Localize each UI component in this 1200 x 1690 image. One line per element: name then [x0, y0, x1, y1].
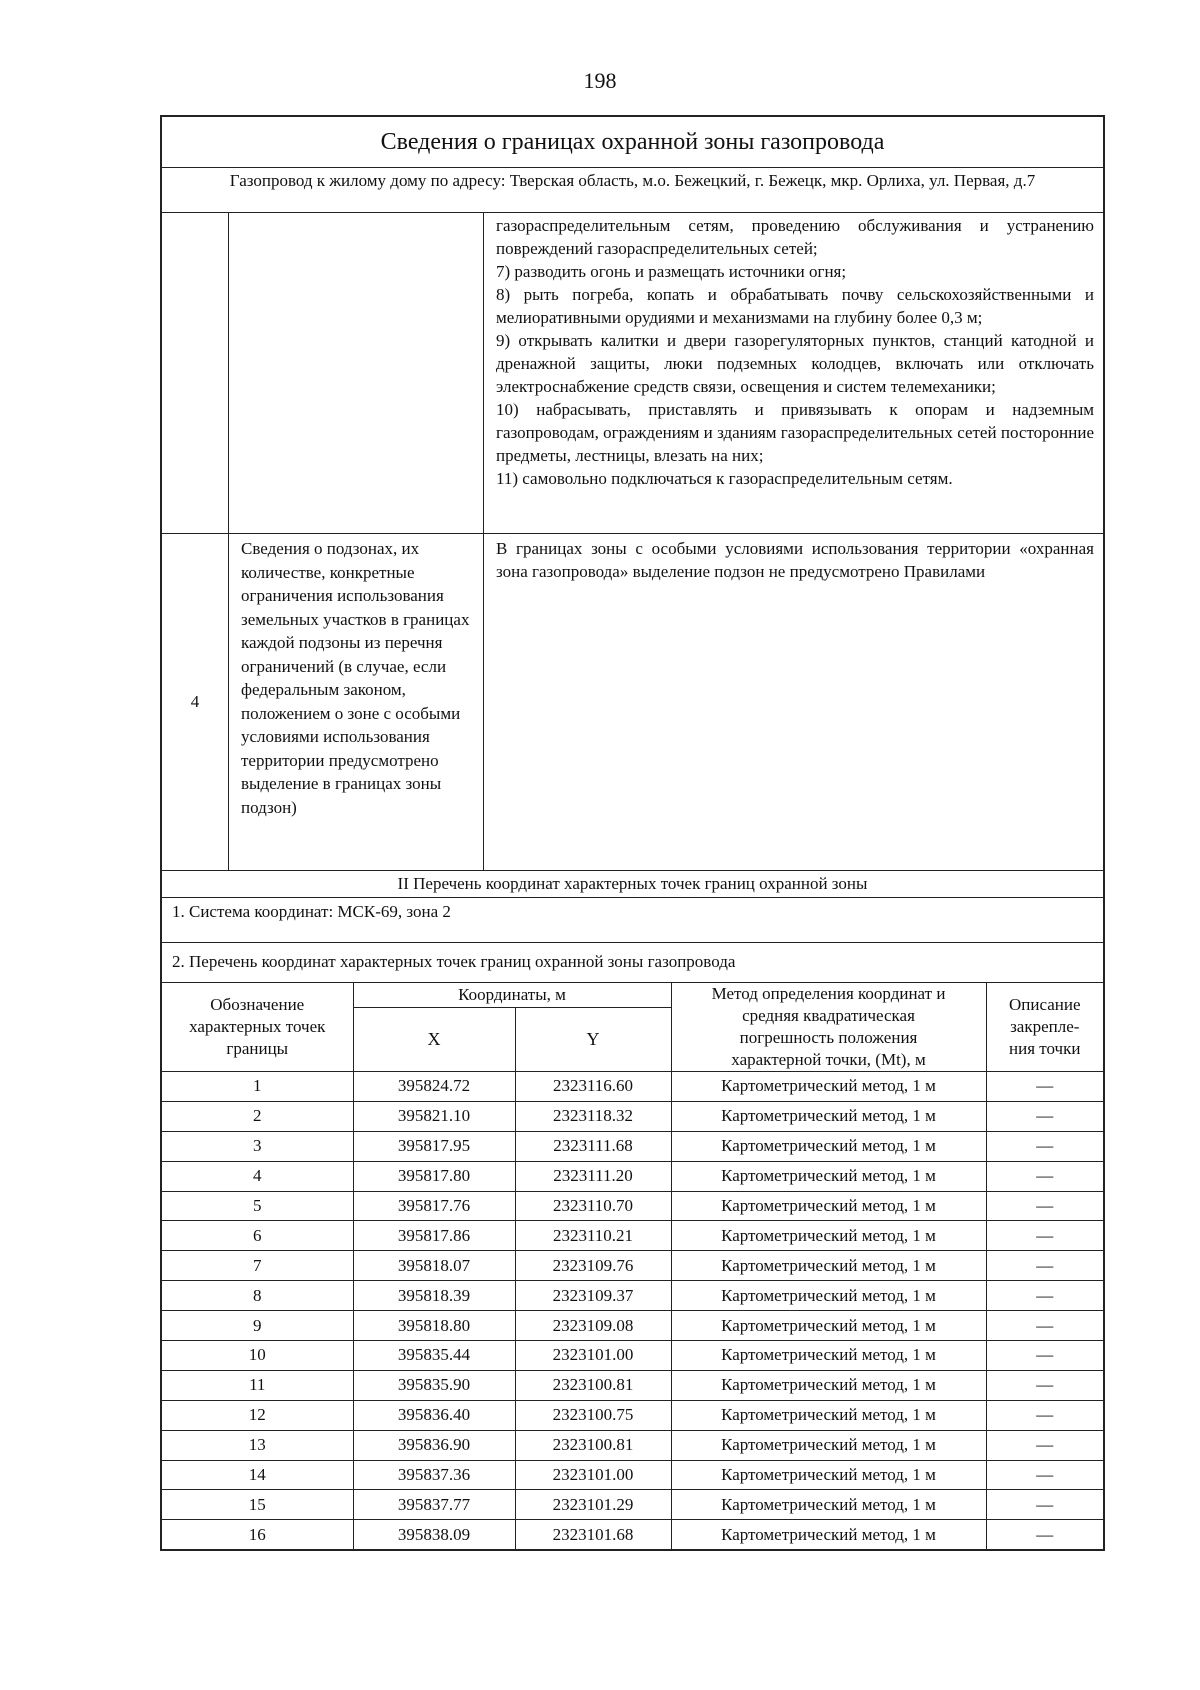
description: —: [986, 1490, 1103, 1520]
coord-y: 2323101.29: [515, 1490, 671, 1520]
section-2-heading: II Перечень координат характерных точек границ охранной зоны: [162, 871, 1103, 898]
method: Картометрический метод, 1 м: [671, 1370, 986, 1400]
table-row: [162, 1490, 1103, 1520]
coord-y: 2323101.00: [515, 1460, 671, 1490]
coord-y: 2323109.37: [515, 1281, 671, 1311]
point-number: 2: [162, 1101, 353, 1131]
header-line: характерных точек: [189, 1017, 326, 1036]
table-row: [162, 1370, 1103, 1400]
coord-y: 2323110.21: [515, 1221, 671, 1251]
description: —: [986, 1430, 1103, 1460]
coord-x: 395838.09: [353, 1520, 515, 1549]
point-number: 9: [162, 1311, 353, 1341]
coord-x: 395835.90: [353, 1370, 515, 1400]
method: Картометрический метод, 1 м: [671, 1251, 986, 1281]
description: —: [986, 1221, 1103, 1251]
description: —: [986, 1281, 1103, 1311]
header-y: Y: [515, 1008, 671, 1072]
table-row: [162, 1101, 1103, 1131]
header-line: закрепле-: [1010, 1017, 1080, 1036]
coord-x: 395836.40: [353, 1400, 515, 1430]
coord-x: 395818.80: [353, 1311, 515, 1341]
point-number: 12: [162, 1400, 353, 1430]
header-line: средняя квадратическая: [742, 1006, 915, 1025]
description: —: [986, 1341, 1103, 1371]
coord-x: 395817.95: [353, 1131, 515, 1161]
method: Картометрический метод, 1 м: [671, 1400, 986, 1430]
method: Картометрический метод, 1 м: [671, 1460, 986, 1490]
restrictions-row-continued: [162, 213, 1103, 534]
coord-x: 395818.39: [353, 1281, 515, 1311]
subzones-row: [162, 534, 1103, 871]
document-title: Сведения о границах охранной зоны газопровода: [162, 117, 1103, 168]
method: Картометрический метод, 1 м: [671, 1101, 986, 1131]
header-designation: [162, 983, 353, 1072]
coord-x: 395835.44: [353, 1341, 515, 1371]
coord-y: 2323101.00: [515, 1341, 671, 1371]
restriction-line: 10) набрасывать, приставлять и привязывать к опорам и надземным газопроводам, ограждениям и зданиям газораспределительных сетей посторонние предметы, лестницы, влезать на них;: [496, 400, 1094, 465]
table-row: [162, 1311, 1103, 1341]
description: —: [986, 1101, 1103, 1131]
row-number: 4: [162, 534, 229, 870]
coord-x: 395817.86: [353, 1221, 515, 1251]
restriction-line: 9) открывать калитки и двери газорегуляторных пунктов, станций катодной и дренажной защиты, люки подземных колодцев, включать или отключать электроснабжение средств связи, освещения и систем телемеханики;: [496, 331, 1094, 396]
restriction-line: 11) самовольно подключаться к газораспределительным сетям.: [496, 469, 953, 488]
table-row: [162, 1191, 1103, 1221]
coord-x: 395817.80: [353, 1161, 515, 1191]
header-line: погрешность положения: [739, 1028, 918, 1047]
description: —: [986, 1311, 1103, 1341]
coord-x: 395836.90: [353, 1430, 515, 1460]
point-number: 1: [162, 1072, 353, 1102]
coord-y: 2323116.60: [515, 1072, 671, 1102]
table-row: [162, 1520, 1103, 1549]
coord-y: 2323100.81: [515, 1430, 671, 1460]
subzones-row-name: Сведения о подзонах, их количестве, конкретные ограничения использования земельных участков в границах каждой подзоны из перечня ограничений (в случае, если федеральным законом, положением о зоне с особыми условиями использования территории предусмотрено выделение в границах зоны подзон): [229, 534, 484, 870]
description: —: [986, 1251, 1103, 1281]
table-row: [162, 1341, 1103, 1371]
coordinates-table: [162, 983, 1103, 1549]
description: —: [986, 1191, 1103, 1221]
method: Картометрический метод, 1 м: [671, 1430, 986, 1460]
restriction-line: 8) рыть погреба, копать и обрабатывать почву сельскохозяйственными и мелиоративными орудиями и механизмами на глубину более 0,3 м;: [496, 285, 1094, 327]
point-number: 6: [162, 1221, 353, 1251]
document-table: [160, 115, 1105, 1551]
header-line: границы: [226, 1039, 289, 1058]
description: —: [986, 1072, 1103, 1102]
coord-x: 395821.10: [353, 1101, 515, 1131]
points-list-heading: 2. Перечень координат характерных точек границ охранной зоны газопровода: [162, 943, 1103, 983]
description: —: [986, 1520, 1103, 1549]
point-number: 5: [162, 1191, 353, 1221]
coord-y: 2323118.32: [515, 1101, 671, 1131]
point-number: 10: [162, 1341, 353, 1371]
method: Картометрический метод, 1 м: [671, 1520, 986, 1549]
method: Картометрический метод, 1 м: [671, 1161, 986, 1191]
row-name-cell: [229, 213, 484, 533]
coord-y: 2323101.68: [515, 1520, 671, 1549]
coord-y: 2323111.20: [515, 1161, 671, 1191]
method: Картометрический метод, 1 м: [671, 1281, 986, 1311]
header-line: ния точки: [1009, 1039, 1081, 1058]
description: —: [986, 1460, 1103, 1490]
table-row: [162, 1221, 1103, 1251]
header-description: [986, 983, 1103, 1072]
point-number: 7: [162, 1251, 353, 1281]
coordinate-system: 1. Система координат: МСК-69, зона 2: [162, 898, 1103, 943]
method: Картометрический метод, 1 м: [671, 1191, 986, 1221]
table-row: [162, 1400, 1103, 1430]
point-number: 15: [162, 1490, 353, 1520]
table-row: [162, 1430, 1103, 1460]
coord-x: 395817.76: [353, 1191, 515, 1221]
point-number: 8: [162, 1281, 353, 1311]
header-method: [671, 983, 986, 1072]
method: Картометрический метод, 1 м: [671, 1341, 986, 1371]
subzones-row-text: В границах зоны с особыми условиями использования территории «охранная зона газопровода» выделение подзон не предусмотрено Правилами: [496, 539, 1094, 581]
point-number: 14: [162, 1460, 353, 1490]
coord-x: 395824.72: [353, 1072, 515, 1102]
description: —: [986, 1131, 1103, 1161]
method: Картометрический метод, 1 м: [671, 1131, 986, 1161]
method: Картометрический метод, 1 м: [671, 1221, 986, 1251]
point-number: 3: [162, 1131, 353, 1161]
description: —: [986, 1161, 1103, 1191]
header-line: Обозначение: [210, 995, 305, 1014]
restriction-line: 7) разводить огонь и размещать источники огня;: [496, 262, 847, 281]
header-line: Метод определения координат и: [711, 984, 946, 1003]
restrictions-text: [484, 213, 1103, 533]
point-number: 16: [162, 1520, 353, 1549]
coord-x: 395837.36: [353, 1460, 515, 1490]
header-x: X: [353, 1008, 515, 1072]
table-row: [162, 1131, 1103, 1161]
coord-y: 2323100.81: [515, 1370, 671, 1400]
point-number: 11: [162, 1370, 353, 1400]
header-coordinates: Координаты, м: [353, 983, 671, 1008]
header-line: характерной точки, (Mt), м: [731, 1050, 926, 1069]
coord-y: 2323110.70: [515, 1191, 671, 1221]
coord-y: 2323109.08: [515, 1311, 671, 1341]
method: Картометрический метод, 1 м: [671, 1311, 986, 1341]
description: —: [986, 1370, 1103, 1400]
coord-x: 395837.77: [353, 1490, 515, 1520]
coord-y: 2323109.76: [515, 1251, 671, 1281]
method: Картометрический метод, 1 м: [671, 1072, 986, 1102]
method: Картометрический метод, 1 м: [671, 1490, 986, 1520]
page-number: 198: [583, 68, 617, 93]
coord-y: 2323100.75: [515, 1400, 671, 1430]
row-number-cell: [162, 213, 229, 533]
description: —: [986, 1400, 1103, 1430]
restriction-line: газораспределительным сетям, проведению обслуживания и устранению повреждений газораспределительных сетей;: [496, 216, 1094, 258]
point-number: 4: [162, 1161, 353, 1191]
table-row: [162, 1281, 1103, 1311]
table-row: [162, 1460, 1103, 1490]
document-subtitle: Газопровод к жилому дому по адресу: Тверская область, м.о. Бежецкий, г. Бежецк, мкр. Орлиха, ул. Первая, д.7: [162, 168, 1103, 213]
header-line: Описание: [1009, 995, 1081, 1014]
table-row: [162, 1072, 1103, 1102]
point-number: 13: [162, 1430, 353, 1460]
table-row: [162, 1161, 1103, 1191]
table-row: [162, 1251, 1103, 1281]
coord-x: 395818.07: [353, 1251, 515, 1281]
coord-y: 2323111.68: [515, 1131, 671, 1161]
